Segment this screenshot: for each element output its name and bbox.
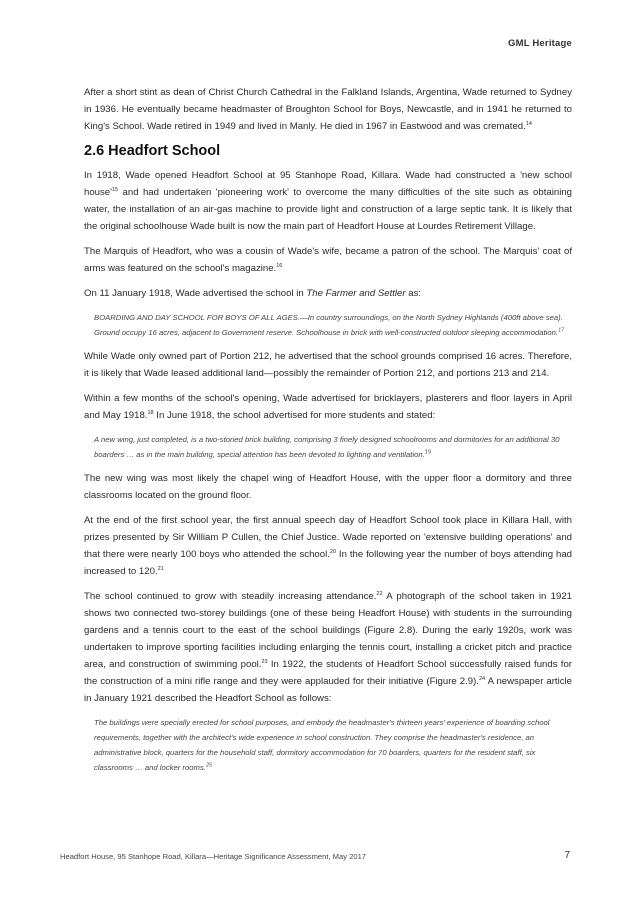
paragraph-speech-day: At the end of the first school year, the first annual speech day of Headfort School took place in Killara Hall, with prizes presented by Sir William P Cullen, the Chief Justice. Wade reported on 'extensive building operations' and that there were nearly 100 boys who attended the school.$^{20}$ In the following year the number of boys attending had increased to 120.21 bbox=[84, 515, 572, 577]
footnote-ref: 17 bbox=[558, 327, 565, 334]
footnote-ref: 16 bbox=[276, 262, 283, 269]
paragraph-chapel-wing: The new wing was most likely the chapel wing of Headfort House, with the upper floor a dormitory and three classrooms located on the ground floor. bbox=[84, 473, 572, 501]
footnote-ref: 24 bbox=[478, 675, 486, 682]
paragraph-marquis: The Marquis of Headfort, who was a cousin of Wade's wife, became a patron of the school. The Marquis' coat of arms was featured on the school's magazine.$^{16}$ bbox=[84, 246, 572, 274]
paragraph-advertisement-intro: On 11 January 1918, Wade advertised the school in The Farmer and Settler as: bbox=[84, 288, 422, 299]
footnote-ref: 18 bbox=[147, 409, 154, 416]
page-number: 7 bbox=[564, 850, 570, 861]
running-header: GML Heritage bbox=[508, 38, 572, 49]
block-quote-new-wing: A new wing, just completed, is a two-storied brick building, comprising 3 finely designed schoolrooms and dormitories for an additional 30 boarders … as in the main building, special attention has been devoted to lighting and ventilation.$^{19}$ bbox=[94, 435, 560, 459]
block-quote-advertisement: BOARDING AND DAY SCHOOL FOR BOYS OF ALL AGES.—In country surroundings, on the North Sydney Highlands (400ft above sea). Ground occupy 16 acres, adjacent to Government reserve. Schoolhouse in brick with well-constructed outdoor sleeping accommodation.$^{17}$ bbox=[94, 313, 565, 337]
document-body bbox=[84, 84, 572, 783]
paragraph-builders: Within a few months of the school's opening, Wade advertised for bricklayers, plasterers and floor layers in April and May 1918.18 In June 1918, the school advertised for more students and stated: bbox=[84, 393, 572, 421]
section-heading: 2.6 Headfort School bbox=[84, 143, 221, 159]
footnote-ref: 25 bbox=[205, 762, 213, 769]
footnote-ref: 22 bbox=[376, 590, 383, 597]
footnote-ref: 21 bbox=[157, 565, 164, 572]
paragraph-school-opening: In 1918, Wade opened Headfort School at 95 Stanhope Road, Killara. Wade had constructed a 'new school $house'^{15}$ and had undertaken 'pioneering work' to overcome the many difficulties of the site such as obtaining water, the installation of an air-gas machine to provide light and construction of a large septic tank. It is likely that the original schoolhouse Wade built is now the main part of Headfort House at Lourdes Retirement Village. bbox=[84, 170, 572, 232]
footnote-ref: 14 bbox=[525, 120, 532, 127]
paragraph-school-growth: The school continued to grow with steadily increasing attendance.$^{22}$ A photograph of the school taken in 1921 shows two connected two-storey buildings (one of these being Headfort House) with students in the surrounding gardens and a tennis court to the east of the school buildings (Figure 2.8). During the early 1920s, work was undertaken to improve sporting facilities including enlarging the tennis court, installing a cricket pitch and practice area, and construction of swimming pool.$^{23}$ In 1922, the students of Headfort School successfully raised funds for the construction of a mini rifle range and they were applauded for their initiative (Figure 2.9).$^{24}$ A newspaper article in January 1921 described the Headfort School as follows: bbox=[84, 590, 573, 704]
block-quote-newspaper: The buildings were specially erected for school purposes, and embody the headmaster's thirteen years' experience of boarding school requirements, together with the architect's wide experience in school construction. They comprise the headmaster's residence, an administrative block, quarters for the household staff, dormitory accommodation for 70 boarders, quarters for the resident staff, six classrooms … and locker rooms.$^{25}$ bbox=[94, 718, 550, 772]
paragraph-wade-later-life: After a short stint as dean of Christ Church Cathedral in the Falkland Islands, Argentina, Wade returned to Sydney in 1936. He eventually became headmaster of Broughton School for Boys, Newcastle, and in 1941 he returned to King's School. Wade retired in 1949 and lived in Manly. He died in 1967 in Eastwood and was cremated.$^{14}$ bbox=[84, 87, 572, 132]
publication-title: The Farmer and Settler bbox=[306, 288, 406, 299]
footnote-ref: 15 bbox=[111, 186, 119, 193]
paragraph-land-portions: While Wade only owned part of Portion 212, he advertised that the school grounds comprised 16 acres. Therefore, it is likely that Wade leased additional land—possibly the remainder of Portion 212, and portions 213 and 214. bbox=[84, 351, 572, 379]
footnote-ref: 20 bbox=[329, 548, 337, 555]
page-footer bbox=[60, 852, 570, 861]
footnote-ref: 23 bbox=[261, 658, 268, 665]
footnote-ref: 19 bbox=[424, 449, 431, 456]
footer-text: Headfort House, 95 Stanhope Road, Killara—Heritage Significance Assessment, May 2017 bbox=[60, 852, 367, 861]
